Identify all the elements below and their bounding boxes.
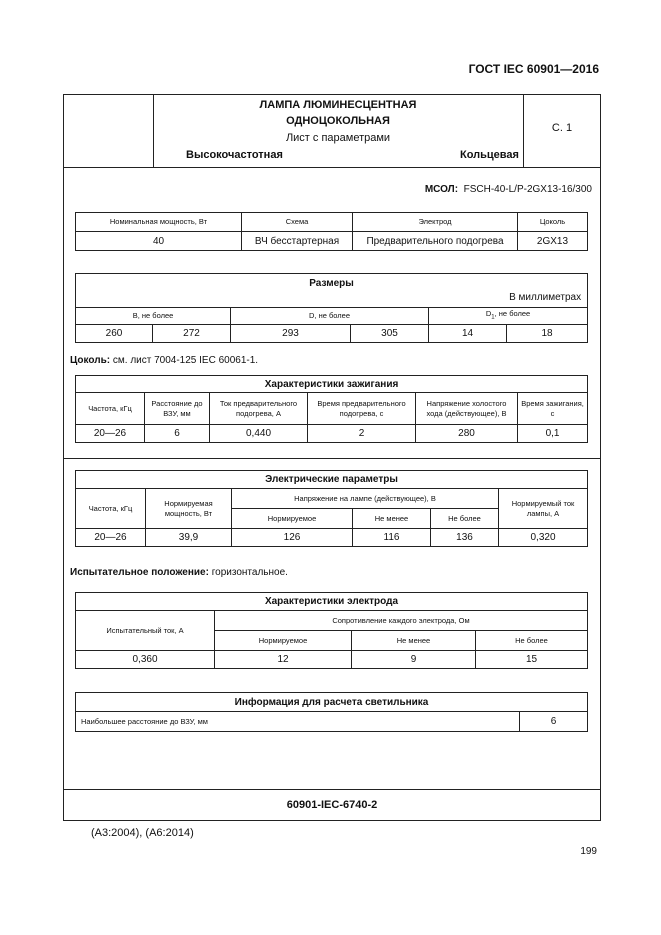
electrical-value-voltage-max: 136 (431, 529, 499, 547)
test-position-text: горизонтальное. (208, 567, 288, 578)
value-base: 2GX13 (518, 232, 588, 251)
value-b-min: 260 (76, 325, 153, 343)
header-d: D, не более (231, 308, 429, 325)
ignition-value-open-voltage: 280 (416, 425, 518, 443)
electrical-header-norm: Нормируемое (232, 509, 353, 529)
electrode-table (75, 592, 588, 669)
electrical-header-min: Не менее (353, 509, 431, 529)
electrode-value-max: 15 (476, 651, 588, 669)
amendments: (A3:2004), (A6:2014) (91, 827, 194, 839)
header-d1-symbol: D (485, 309, 492, 319)
header-b: B, не более (76, 308, 231, 325)
value-b-max: 272 (153, 325, 231, 343)
page-number: 199 (580, 846, 597, 857)
electrical-header-frequency: Частота, кГц (76, 489, 146, 529)
electrical-header-voltage: Напряжение на лампе (действующее), В (232, 489, 499, 509)
footer-divider (63, 789, 601, 790)
msol-label: МСОЛ: (424, 184, 459, 195)
section-divider (63, 458, 601, 459)
luminaire-row-label: Наибольшее расстояние до ВЗУ, мм (76, 712, 520, 732)
msol-value: FSCH-40-L/P-2GX13-16/300 (463, 184, 592, 195)
electrical-value-current: 0,320 (499, 529, 588, 547)
header-circuit: Схема (242, 213, 353, 232)
dimensions-unit-note: В миллиметрах (509, 292, 582, 303)
ignition-value-preheat-time: 2 (308, 425, 416, 443)
electrical-table (75, 470, 588, 547)
test-position-note (70, 567, 288, 578)
msol-designation (425, 184, 592, 195)
ignition-header-preheat-current: Ток предварительного подогрева, А (210, 393, 308, 425)
ignition-value-distance: 6 (145, 425, 210, 443)
ignition-value-ignition-time: 0,1 (518, 425, 588, 443)
value-d1-max: 18 (507, 325, 588, 343)
base-note-text: см. лист 7004-125 IEC 60061-1. (110, 355, 259, 366)
electrode-value-min: 9 (352, 651, 476, 669)
electrical-header-power: Нормируемая мощность, Вт (146, 489, 232, 529)
ignition-table (75, 375, 588, 443)
standard-number: ГОСТ IEC 60901—2016 (468, 62, 599, 76)
electrical-title: Электрические параметры (76, 471, 588, 489)
header-d1 (429, 308, 588, 325)
electrical-header-max: Не более (431, 509, 499, 529)
ignition-header-ignition-time: Время зажигания, с (518, 393, 588, 425)
value-d1-min: 14 (429, 325, 507, 343)
header-power: Номинальная мощность, Вт (76, 213, 242, 232)
electrical-value-voltage-min: 116 (353, 529, 431, 547)
value-electrode: Предварительного подогрева (353, 232, 518, 251)
luminaire-title: Информация для расчета светильника (76, 693, 588, 712)
base-note-label: Цоколь: (70, 355, 111, 366)
electrode-header-test-current: Испытательный ток, А (76, 611, 215, 651)
electrical-value-frequency: 20—26 (76, 529, 146, 547)
electrode-header-resistance: Сопротивление каждого электрода, Ом (215, 611, 588, 631)
header-d1-text: , не более (494, 309, 531, 319)
ignition-title: Характеристики зажигания (76, 376, 588, 393)
electrode-header-min: Не менее (352, 631, 476, 651)
sheet-code: 60901-IEC-6740-2 (286, 799, 378, 811)
dimensions-title-cell (76, 274, 588, 308)
page-label: С. 1 (551, 122, 573, 134)
electrical-header-current: Нормируемый ток лампы, А (499, 489, 588, 529)
luminaire-row-value: 6 (520, 712, 588, 732)
electrical-value-power: 39,9 (146, 529, 232, 547)
lamp-shape-type: Кольцевая (460, 149, 519, 161)
luminaire-table (75, 692, 588, 732)
electrode-value-test-current: 0,360 (76, 651, 215, 669)
title-divider (63, 167, 601, 168)
dimensions-title: Размеры (309, 278, 354, 289)
electrical-value-voltage-norm: 126 (232, 529, 353, 547)
base-note (70, 355, 258, 366)
electrode-value-norm: 12 (215, 651, 352, 669)
ignition-header-distance: Расстояние до ВЗУ, мм (145, 393, 210, 425)
header-d1-subscript: 1 (491, 314, 495, 321)
electrode-header-norm: Нормируемое (215, 631, 352, 651)
ignition-header-preheat-time: Время предварительного подогрева, с (308, 393, 416, 425)
ignition-header-frequency: Частота, кГц (76, 393, 145, 425)
test-position-label: Испытательное положение: (70, 567, 209, 578)
electrode-header-max: Не более (476, 631, 588, 651)
main-parameters-table (75, 212, 588, 251)
value-d-max: 305 (351, 325, 429, 343)
ignition-value-frequency: 20—26 (76, 425, 145, 443)
title-line-2: ОДНОЦОКОЛЬНАЯ (286, 115, 390, 127)
value-circuit: ВЧ бесстартерная (242, 232, 353, 251)
value-d-min: 293 (231, 325, 351, 343)
ignition-header-open-voltage: Напряжение холостого хода (действующее), В (416, 393, 518, 425)
lamp-frequency-type: Высокочастотная (186, 149, 283, 161)
header-base: Цоколь (518, 213, 588, 232)
header-electrode: Электрод (353, 213, 518, 232)
title-subtitle: Лист с параметрами (285, 132, 391, 144)
ignition-value-preheat-current: 0,440 (210, 425, 308, 443)
value-power: 40 (76, 232, 242, 251)
dimensions-table (75, 273, 588, 343)
electrode-title: Характеристики электрода (76, 593, 588, 611)
title-line-1: ЛАМПА ЛЮМИНЕСЦЕНТНАЯ (259, 99, 417, 111)
